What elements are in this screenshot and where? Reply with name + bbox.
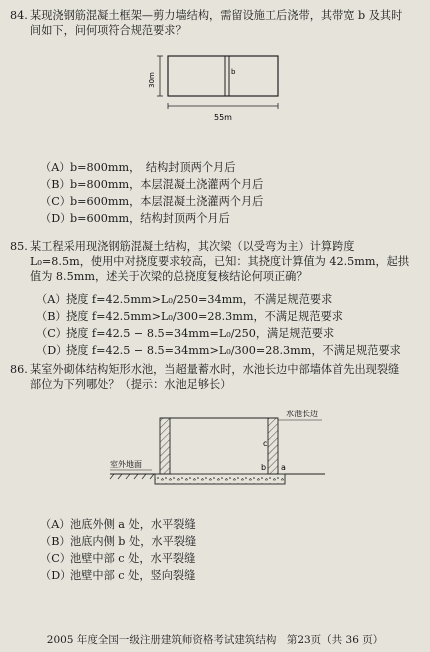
option-text: 池壁中部 c 处，竖向裂缝 (70, 569, 196, 582)
option-text: b=800mm，本层混凝土浇灌两个月后 (70, 178, 264, 191)
option-text: 挠度 f=42.5mm>L₀/250=34mm，不满足规范要求 (66, 293, 333, 306)
option-a[interactable] (40, 517, 196, 532)
width-dimension-label: 55m (214, 113, 232, 122)
pool-wall-right (268, 418, 278, 474)
option-a[interactable] (40, 160, 235, 175)
option-d[interactable] (40, 211, 230, 226)
question-stem: 某工程采用现浇钢筋混凝土结构，其次梁（以受弯为主）计算跨度 L₀=8.5m，使用中对挠度要求较高，已知：其挠度计算值为 42.5mm，起拱值为 8.5mm，述关于次梁的总挠度复核结论何项正确？ (30, 240, 410, 283)
question-number: 86. (10, 363, 28, 376)
band-width-label: b (231, 68, 236, 76)
option-label: （D） (36, 344, 68, 357)
option-a[interactable] (36, 292, 332, 307)
option-label: （C） (40, 195, 71, 208)
option-text: b=800mm， 结构封顶两个月后 (70, 161, 236, 174)
option-b[interactable] (40, 534, 196, 549)
option-text: 池壁中部 c 处，水平裂缝 (70, 552, 196, 565)
option-text: 池底内侧 b 处，水平裂缝 (70, 535, 197, 548)
option-label: （B） (40, 535, 71, 548)
option-text: 池底外侧 a 处，水平裂缝 (70, 518, 196, 531)
option-d[interactable] (36, 343, 401, 358)
question-number: 85. (10, 240, 28, 253)
option-c[interactable] (36, 326, 334, 341)
floor-plan-outline (168, 56, 278, 96)
pool-wall-left (160, 418, 170, 474)
option-b[interactable] (40, 177, 263, 192)
option-c[interactable] (40, 194, 263, 209)
ground-label: 室外地面 (110, 460, 142, 469)
option-label: （C） (40, 552, 71, 565)
option-label: （A） (40, 518, 71, 531)
option-label: （D） (40, 569, 72, 582)
option-label: （A） (40, 161, 71, 174)
height-dimension-label: 30m (148, 72, 156, 88)
ground-hatch (110, 474, 154, 479)
question-84 (10, 8, 410, 44)
pool-side-label: 水池长边 (286, 410, 318, 418)
option-text: 挠度 f=42.5 − 8.5=34mm=L₀/250，满足规范要求 (66, 327, 335, 340)
question-86 (10, 362, 410, 398)
option-label: （A） (36, 293, 67, 306)
option-label: （B） (36, 310, 67, 323)
option-text: 挠度 f=42.5 − 8.5=34mm>L₀/300=28.3mm，不满足规范要求 (66, 344, 401, 357)
option-label: （B） (40, 178, 71, 191)
point-b-label: b (261, 463, 267, 472)
option-d[interactable] (40, 568, 195, 583)
water-pool-diagram (100, 410, 340, 500)
option-text: b=600mm，本层混凝土浇灌两个月后 (70, 195, 264, 208)
question-stem: 某现浇钢筋混凝土框架—剪力墙结构，需留设施工后浇带，其带宽 b 及其时间如下，问何项符合规范要求？ (30, 9, 403, 37)
question-85 (10, 239, 410, 289)
page-footer: 2005 年度全国一级注册建筑师资格考试建筑结构 第23页（共 36 页） (46, 634, 384, 646)
option-label: （C） (36, 327, 67, 340)
question-number: 84. (10, 9, 28, 22)
option-text: b=600mm，结构封顶两个月后 (70, 212, 230, 225)
option-text: 挠度 f=42.5mm>L₀/300=28.3mm，不满足规范要求 (66, 310, 343, 323)
point-a-label: a (281, 463, 286, 472)
point-c-label: c (263, 439, 268, 448)
question-stem: 某室外砌体结构矩形水池，当超量蓄水时，水池长边中部墙体首先出现裂缝部位为下列哪处？（提示：水池足够长） (30, 363, 400, 391)
construction-joint-diagram (140, 52, 290, 127)
pool-base-slab (155, 474, 285, 484)
option-label: （D） (40, 212, 72, 225)
option-b[interactable] (36, 309, 343, 324)
option-c[interactable] (40, 551, 195, 566)
